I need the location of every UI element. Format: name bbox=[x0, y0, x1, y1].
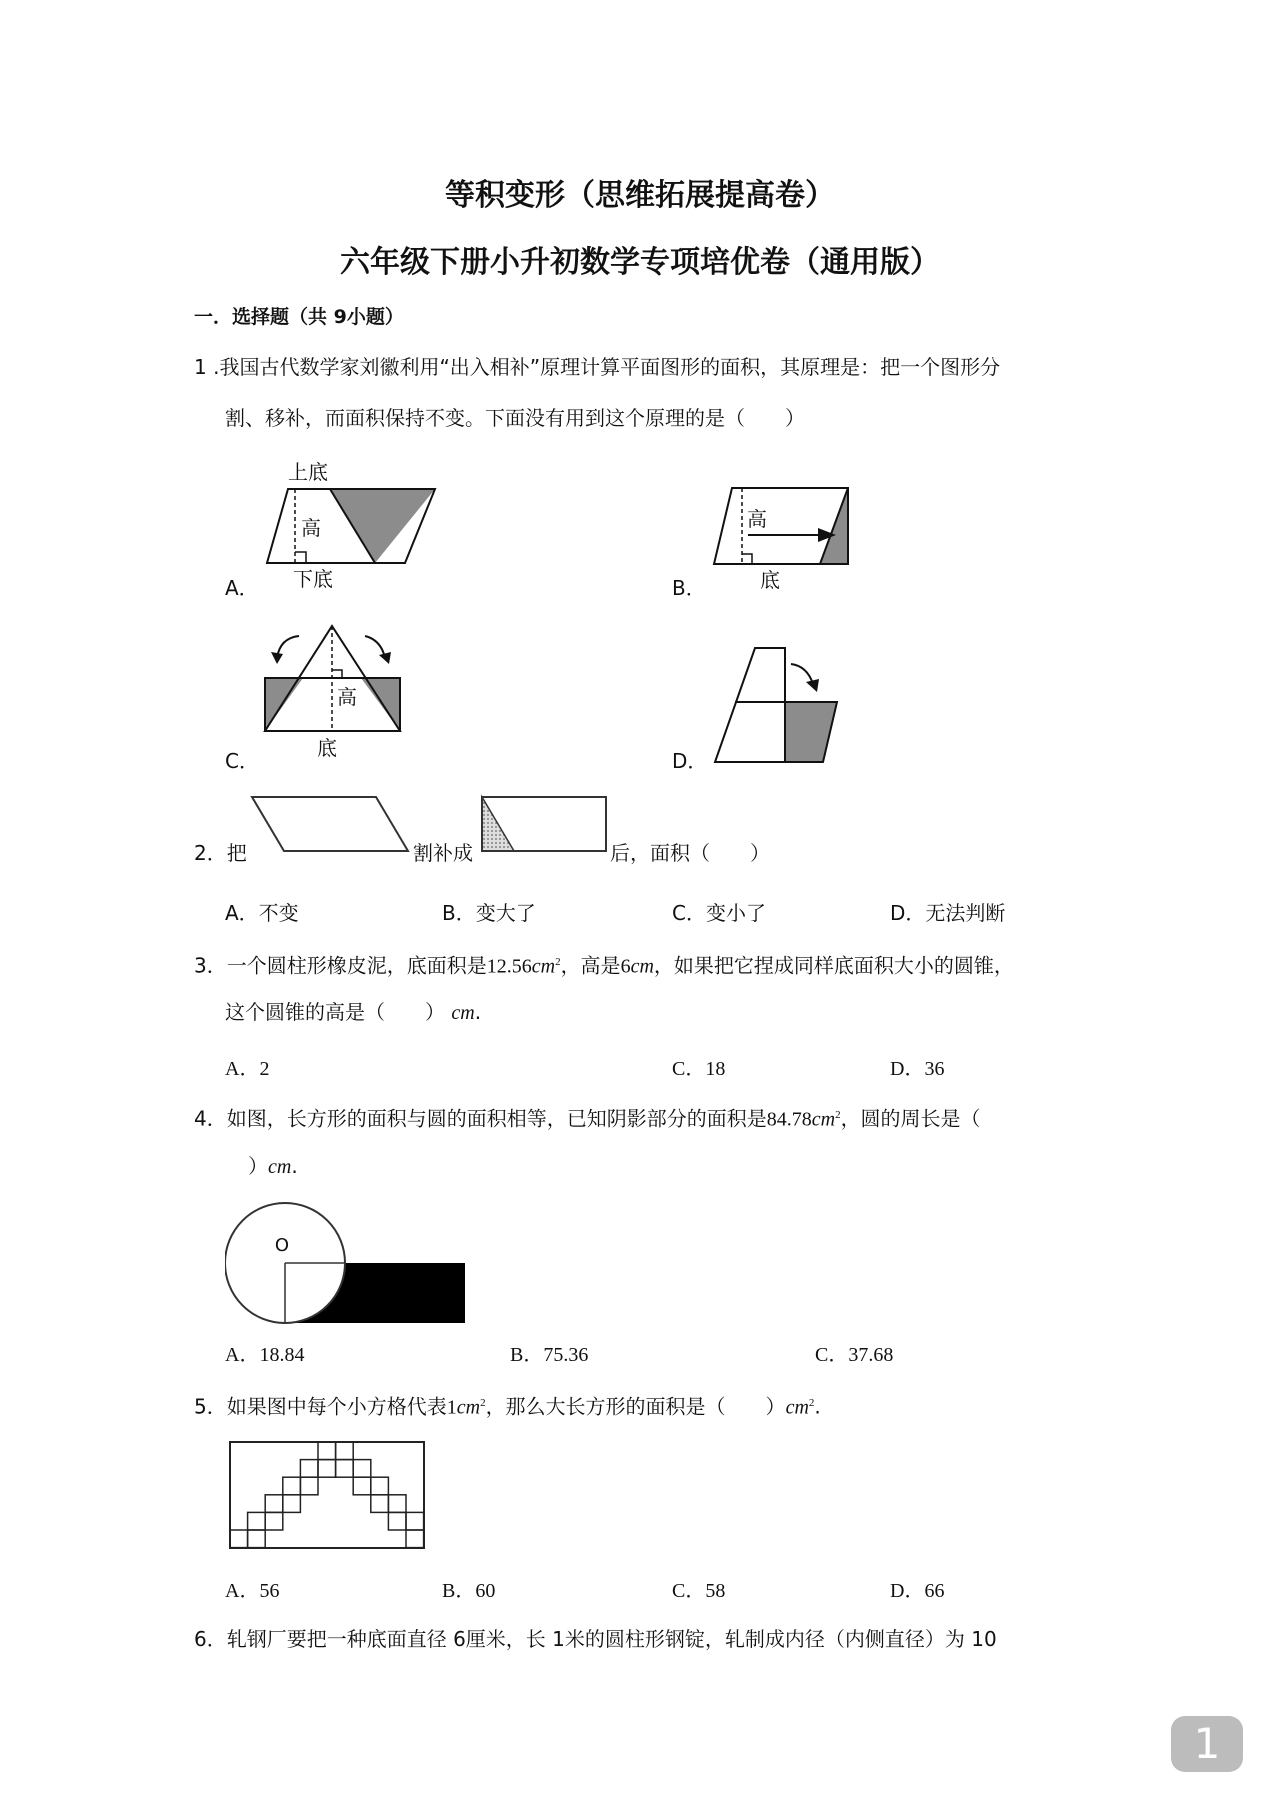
q4-center-label: O bbox=[274, 1235, 290, 1256]
grid-cell bbox=[388, 1495, 406, 1513]
q4-circle-rectangle-figure bbox=[225, 1193, 475, 1333]
grid-cell bbox=[318, 1442, 336, 1460]
q3-text-b: ，高是 bbox=[560, 953, 621, 978]
q5-value: 1 bbox=[446, 1396, 457, 1419]
q5-sq-2: 2 bbox=[808, 1397, 815, 1409]
q4-option-a[interactable]: A．18.84 bbox=[225, 1344, 305, 1366]
q3-unit-2: cm bbox=[630, 955, 654, 978]
q3-text-line2 bbox=[225, 1000, 481, 1025]
grid-cell bbox=[300, 1460, 318, 1478]
q5-grid-figure bbox=[228, 1440, 428, 1552]
fig-c-label-height: 高 bbox=[337, 685, 357, 709]
q5-text-b: ，那么大长方形的面积是（ ） bbox=[485, 1394, 786, 1419]
q4-text-d: . bbox=[291, 1154, 298, 1178]
q5-text-line1 bbox=[194, 1391, 821, 1420]
q4-unit-2: cm bbox=[268, 1156, 292, 1178]
fig-b-label-base: 底 bbox=[760, 568, 780, 592]
grid-cell bbox=[283, 1495, 301, 1513]
q1-option-c[interactable]: C． bbox=[225, 749, 259, 773]
grid-cell bbox=[371, 1477, 389, 1495]
grid-cell bbox=[265, 1495, 283, 1513]
q2-option-c[interactable]: C．变小了 bbox=[672, 901, 766, 925]
grid-cell bbox=[353, 1460, 371, 1478]
grid-cell bbox=[230, 1530, 248, 1548]
q4-text-c: ） bbox=[248, 1154, 268, 1178]
grid-cell bbox=[248, 1530, 266, 1548]
q2-middle: 割补成 bbox=[413, 841, 473, 865]
grid-cell bbox=[388, 1512, 406, 1530]
q2-suffix: 后，面积（ ） bbox=[610, 841, 770, 865]
q1-figure-a bbox=[255, 455, 455, 595]
q4-sq: 2 bbox=[835, 1109, 841, 1121]
q2-option-b[interactable]: B．变大了 bbox=[442, 901, 536, 925]
document-title: 等积变形（思维拓展提高卷） bbox=[445, 178, 835, 213]
q1-text-line2: 割、移补，而面积保持不变。下面没有用到这个原理的是（ ） bbox=[225, 406, 805, 430]
page-number-badge: 1 bbox=[1171, 1716, 1243, 1772]
grid-cell bbox=[248, 1512, 266, 1530]
grid-cell bbox=[371, 1495, 389, 1513]
q1-option-b[interactable]: B． bbox=[672, 576, 706, 600]
q1-figure-b bbox=[700, 478, 860, 598]
q3-sq-1: 2 bbox=[555, 956, 561, 968]
q4-unit-1: cm bbox=[811, 1108, 836, 1131]
q5-option-c[interactable]: C．58 bbox=[672, 1580, 726, 1602]
q3-text-a: 3．一个圆柱形橡皮泥，底面积是 bbox=[194, 953, 487, 978]
grid-cell bbox=[283, 1477, 301, 1495]
q6-text-line1: 6．轧钢厂要把一种底面直径 6厘米，长 1米的圆柱形钢锭，轧制成内径（内侧直径）为 10 bbox=[194, 1627, 997, 1651]
q5-unit-1: cm bbox=[456, 1396, 481, 1419]
q1-option-d[interactable]: D． bbox=[672, 749, 708, 773]
q5-option-b[interactable]: B．60 bbox=[442, 1580, 496, 1602]
q5-option-a[interactable]: A．56 bbox=[225, 1580, 280, 1602]
grid-cell bbox=[406, 1512, 424, 1530]
grid-cell bbox=[265, 1512, 283, 1530]
fig-c-label-base: 底 bbox=[317, 736, 337, 760]
q5-text-c: . bbox=[814, 1394, 821, 1419]
q1-option-a[interactable]: A． bbox=[225, 576, 259, 600]
q2-parallelogram-figure bbox=[248, 793, 413, 857]
q3-value-height: 6 bbox=[620, 955, 631, 978]
q2-rectangle-figure bbox=[478, 793, 610, 857]
q4-option-b[interactable]: B．75.36 bbox=[510, 1344, 589, 1366]
q3-unit-1: cm bbox=[531, 955, 556, 978]
document-subtitle: 六年级下册小升初数学专项培优卷（通用版） bbox=[340, 245, 940, 280]
q2-option-d[interactable]: D．无法判断 bbox=[890, 901, 1006, 925]
fig-a-label-top: 上底 bbox=[288, 460, 328, 484]
grid-cell bbox=[406, 1530, 424, 1548]
q2-prefix: 2．把 bbox=[194, 841, 247, 865]
q4-text-line1 bbox=[194, 1103, 981, 1132]
q1-figure-c bbox=[255, 618, 425, 768]
q4-text-b: ，圆的周长是（ bbox=[840, 1106, 981, 1131]
grid-cell bbox=[336, 1442, 354, 1460]
q3-option-a[interactable]: A．2 bbox=[225, 1058, 270, 1080]
q2-option-a[interactable]: A．不变 bbox=[225, 901, 299, 925]
grid-cell bbox=[336, 1460, 354, 1478]
q4-text-a: 4．如图，长方形的面积与圆的面积相等，已知阴影部分的面积是 bbox=[194, 1106, 767, 1131]
fig-b-label-height: 高 bbox=[747, 507, 767, 531]
section-heading: 一．选择题（共 9小题） bbox=[194, 306, 404, 328]
q4-text-line2 bbox=[248, 1154, 298, 1179]
q5-sq-1: 2 bbox=[480, 1397, 486, 1409]
q3-text-line1 bbox=[194, 950, 1014, 979]
q4-option-c[interactable]: C．37.68 bbox=[815, 1344, 894, 1366]
q3-option-c[interactable]: C．18 bbox=[672, 1058, 726, 1080]
q3-text-c: ，如果把它捏成同样底面积大小的圆锥， bbox=[653, 953, 1014, 978]
q5-unit-2: cm bbox=[785, 1396, 809, 1419]
q3-text-d: 这个圆锥的高是（ ） bbox=[225, 1000, 445, 1024]
grid-cell bbox=[353, 1477, 371, 1495]
q3-text-e: . bbox=[474, 1000, 482, 1024]
q1-figure-d bbox=[705, 640, 845, 770]
q1-text-line1: 1 .我国古代数学家刘徽利用“出入相补”原理计算平面图形的面积，其原理是：把一个图形分 bbox=[194, 355, 1001, 379]
q3-value-area: 12.56 bbox=[486, 955, 532, 978]
grid-cell bbox=[300, 1477, 318, 1495]
q5-option-d[interactable]: D．66 bbox=[890, 1580, 945, 1602]
q3-unit-3: cm bbox=[451, 1002, 475, 1024]
fig-a-label-height: 高 bbox=[301, 516, 321, 540]
q4-value-shade: 84.78 bbox=[766, 1108, 812, 1131]
q5-text-a: 5．如果图中每个小方格代表 bbox=[194, 1394, 447, 1419]
fig-a-label-bottom: 下底 bbox=[293, 567, 333, 591]
grid-cell bbox=[318, 1460, 336, 1478]
q3-option-d[interactable]: D．36 bbox=[890, 1058, 945, 1080]
